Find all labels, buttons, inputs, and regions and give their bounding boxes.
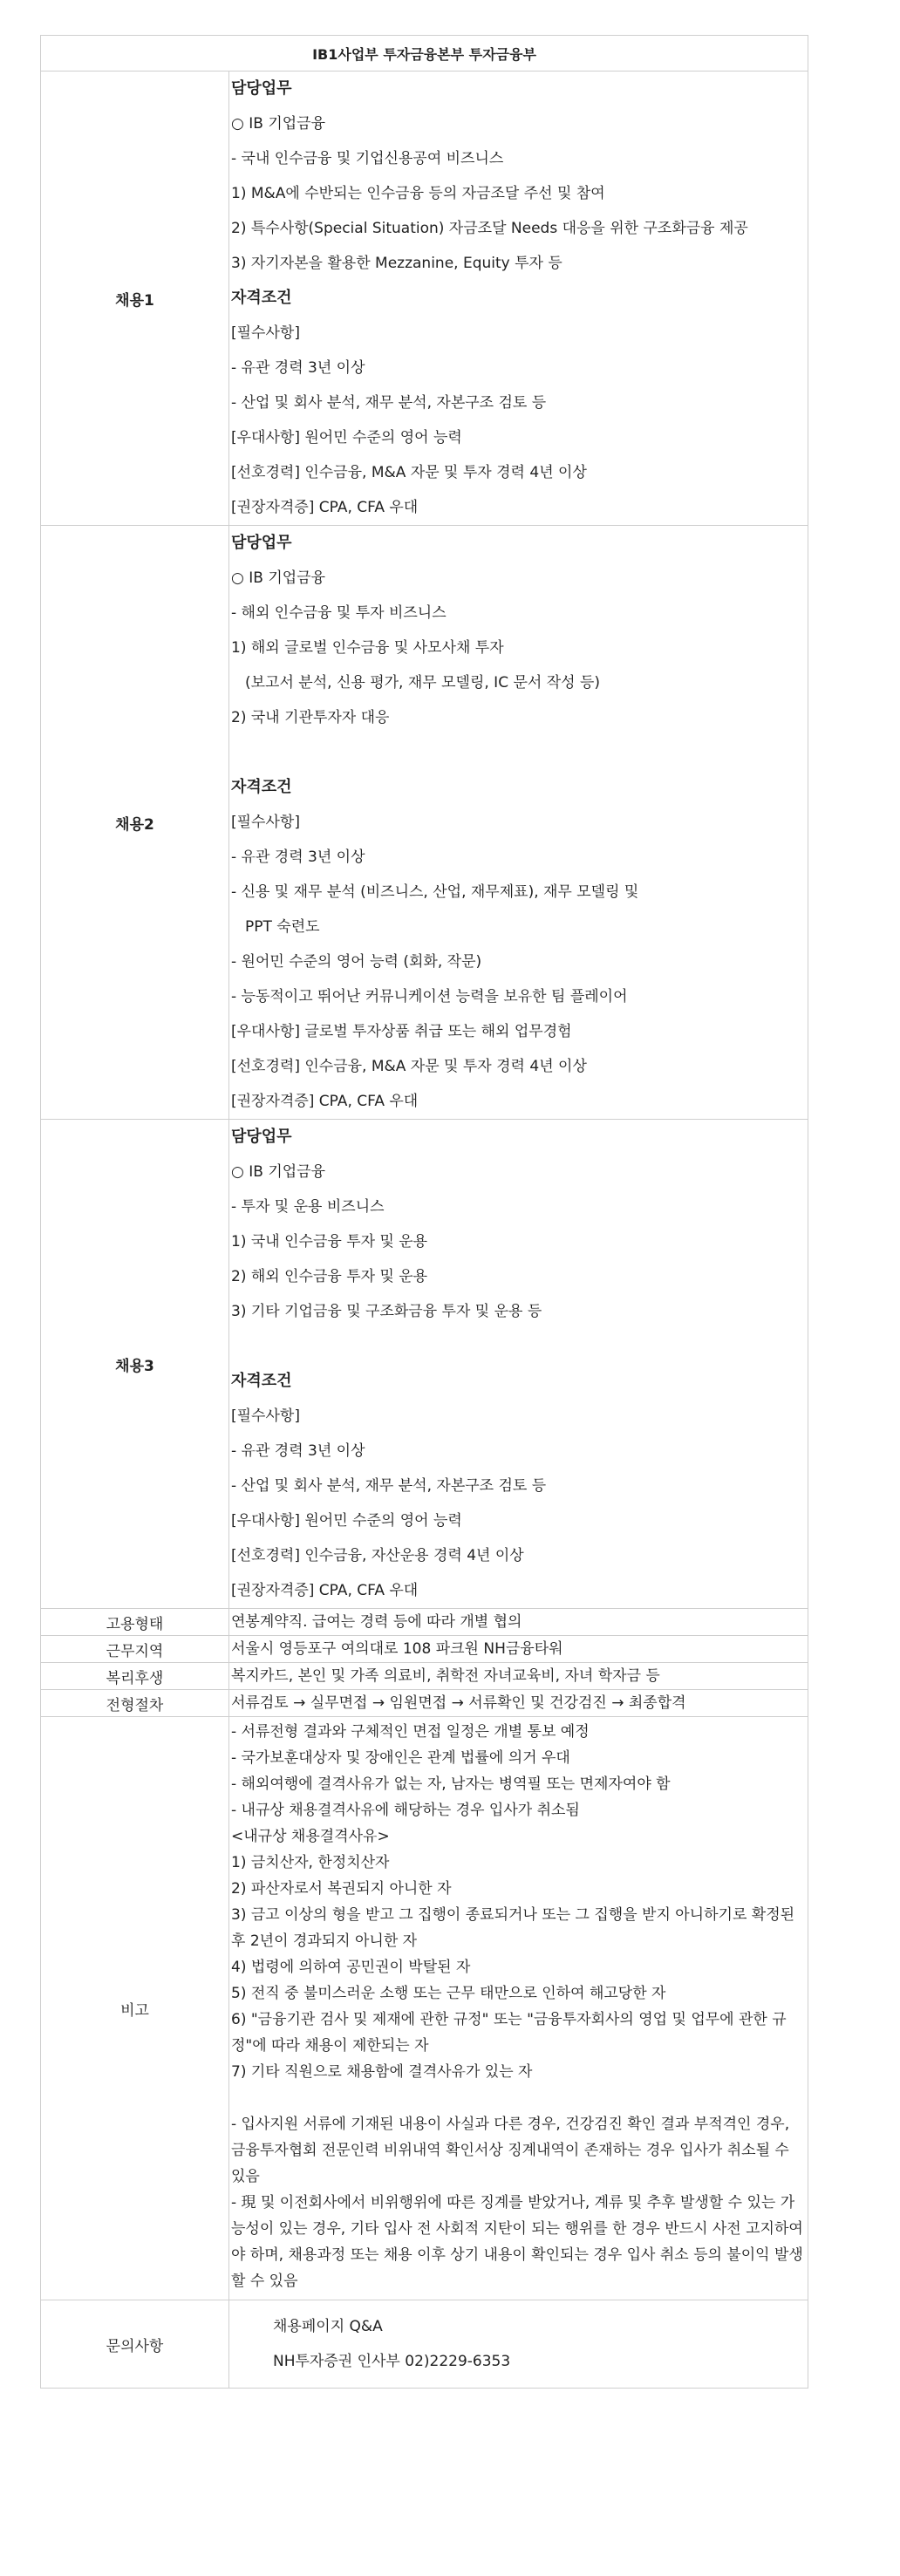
position-label: 채용2 (41, 526, 229, 1120)
position-details (229, 72, 808, 526)
detail-line: (보고서 분석, 신용 평가, 재무 모델링, IC 문서 작성 등) (245, 674, 601, 692)
section-heading: 자격조건 (231, 778, 292, 796)
position-row (41, 1120, 808, 1609)
detail-line: ○ IB 기업금융 (231, 1163, 326, 1181)
remark-line: - 現 및 이전회사에서 비위행위에 따른 징계를 받았거나, 계류 및 추후 발생할 수 있는 가능성이 있는 경우, 기타 입사 전 사회적 지탄이 되는 행위를 한 경우 반드시 사전 고지하여야 하며, 채용과정 또는 채용 이후 상기 내용이 확인되는 경우 입사 취소 등의 불이익 발생할 수 있음 (231, 2194, 803, 2290)
remark-line: 7) 기타 직원으로 채용함에 결격사유가 있는 자 (231, 2063, 533, 2081)
position-row (41, 72, 808, 526)
detail-line: [필수사항] (231, 324, 300, 342)
detail-line: 1) 국내 인수금융 투자 및 운용 (231, 1233, 428, 1251)
detail-line: - 해외 인수금융 및 투자 비즈니스 (231, 604, 447, 622)
remark-line: - 내규상 채용결격사유에 해당하는 경우 입사가 취소됨 (231, 1802, 580, 1819)
detail-line: [필수사항] (231, 1407, 300, 1425)
position-label: 채용1 (41, 72, 229, 526)
remarks-label: 비고 (41, 1717, 229, 2300)
info-row-employment (41, 1609, 808, 1636)
remarks-row (41, 1717, 808, 2300)
detail-line: [필수사항] (231, 814, 300, 831)
info-row-location (41, 1636, 808, 1663)
info-value: 연봉계약직. 급여는 경력 등에 따라 개별 협의 (229, 1609, 808, 1636)
detail-line: PPT 숙련도 (245, 918, 320, 936)
contact-label: 문의사항 (41, 2300, 229, 2389)
section-heading: 자격조건 (231, 1372, 292, 1390)
remark-line: - 국가보훈대상자 및 장애인은 관계 법률에 의거 우대 (231, 1749, 570, 1767)
remark-line: - 서류전형 결과와 구체적인 면접 일정은 개별 통보 예정 (231, 1723, 590, 1741)
remark-line: 5) 전직 중 불미스러운 소행 또는 근무 태만으로 인하여 해고당한 자 (231, 1985, 666, 2002)
remark-line (231, 2085, 806, 2111)
position-details (229, 1120, 808, 1609)
info-value: 서류검토 → 실무면접 → 임원면접 → 서류확인 및 건강검진 → 최종합격 (229, 1690, 808, 1717)
detail-line: [우대사항] 원어민 수준의 영어 능력 (231, 1512, 462, 1530)
detail-line: [선호경력] 인수금융, M&A 자문 및 투자 경력 4년 이상 (231, 1058, 587, 1075)
info-value: 복지카드, 본인 및 가족 의료비, 취학전 자녀교육비, 자녀 학자금 등 (229, 1663, 808, 1690)
remark-line: 4) 법령에 의하여 공민권이 박탈된 자 (231, 1959, 471, 1976)
remark-line: 6) "금융기관 검사 및 제재에 관한 규정" 또는 "금융투자회사의 영업 및 업무에 관한 규정"에 따라 채용이 제한되는 자 (231, 2011, 787, 2055)
position-label: 채용3 (41, 1120, 229, 1609)
section-heading: 자격조건 (231, 289, 292, 307)
detail-line: [우대사항] 글로벌 투자상품 취급 또는 해외 업무경험 (231, 1023, 572, 1040)
remark-line: - 입사지원 서류에 기재된 내용이 사실과 다른 경우, 건강검진 확인 결과 부적격인 경우, 금융투자협회 전문인력 비위내역 확인서상 징계내역이 존재하는 경우 입사가 취소될 수 있음 (231, 2116, 790, 2185)
job-posting-table (40, 35, 808, 2389)
info-row-benefits (41, 1663, 808, 1690)
contact-content (229, 2300, 808, 2389)
remarks-content (229, 1717, 808, 2300)
detail-line: - 투자 및 운용 비즈니스 (231, 1198, 385, 1216)
detail-line: 2) 특수사항(Special Situation) 자금조달 Needs 대응을 위한 구조화금융 제공 (231, 220, 748, 237)
detail-line: ○ IB 기업금융 (231, 115, 326, 133)
detail-line: 2) 해외 인수금융 투자 및 운용 (231, 1268, 428, 1285)
remark-line: 3) 금고 이상의 형을 받고 그 집행이 종료되거나 또는 그 집행을 받지 아니하기로 확정된 후 2년이 경과되지 아니한 자 (231, 1906, 795, 1950)
section-heading: 담당업무 (231, 534, 292, 552)
detail-line: 3) 자기자본을 활용한 Mezzanine, Equity 투자 등 (231, 255, 562, 272)
section-heading: 담당업무 (231, 1128, 292, 1146)
department-title: IB1사업부 투자금융본부 투자금융부 (41, 36, 808, 72)
info-label: 전형절차 (41, 1690, 229, 1717)
detail-line: - 산업 및 회사 분석, 재무 분석, 자본구조 검토 등 (231, 394, 547, 412)
position-row (41, 526, 808, 1120)
remark-line: <내규상 채용결격사유> (231, 1828, 390, 1845)
detail-line: - 능동적이고 뛰어난 커뮤니케이션 능력을 보유한 팀 플레이어 (231, 988, 628, 1005)
detail-line: - 유관 경력 3년 이상 (231, 848, 365, 866)
detail-line (229, 1329, 808, 1364)
detail-line: - 원어민 수준의 영어 능력 (회화, 작문) (231, 953, 482, 971)
detail-line: [권장자격증] CPA, CFA 우대 (231, 1582, 419, 1599)
detail-line: [선호경력] 인수금융, M&A 자문 및 투자 경력 4년 이상 (231, 464, 587, 481)
detail-line: - 유관 경력 3년 이상 (231, 359, 365, 377)
position-details (229, 526, 808, 1120)
remark-line: 2) 파산자로서 복권되지 아니한 자 (231, 1880, 452, 1898)
detail-line: - 신용 및 재무 분석 (비즈니스, 산업, 재무제표), 재무 모델링 및 (231, 883, 639, 901)
detail-line (229, 735, 808, 770)
detail-line: [권장자격증] CPA, CFA 우대 (231, 499, 419, 516)
info-row-process (41, 1690, 808, 1717)
detail-line: ○ IB 기업금융 (231, 569, 326, 587)
info-label: 근무지역 (41, 1636, 229, 1663)
remark-line: 1) 금치산자, 한정치산자 (231, 1854, 390, 1871)
contact-phone: NH투자증권 인사부 02)2229-6353 (273, 2353, 511, 2370)
detail-line: 2) 국내 기관투자자 대응 (231, 709, 390, 726)
detail-line: [우대사항] 원어민 수준의 영어 능력 (231, 429, 462, 446)
contact-qna-link[interactable]: 채용페이지 Q&A (273, 2318, 383, 2335)
detail-line: 1) M&A에 수반되는 인수금융 등의 자금조달 주선 및 참여 (231, 185, 605, 202)
info-label: 고용형태 (41, 1609, 229, 1636)
remark-line: - 해외여행에 결격사유가 없는 자, 남자는 병역필 또는 면제자여야 함 (231, 1775, 671, 1793)
detail-line: - 국내 인수금융 및 기업신용공여 비즈니스 (231, 150, 504, 167)
detail-line: 3) 기타 기업금융 및 구조화금융 투자 및 운용 등 (231, 1303, 542, 1320)
detail-line: 1) 해외 글로벌 인수금융 및 사모사채 투자 (231, 639, 504, 657)
contact-row (41, 2300, 808, 2389)
info-value: 서울시 영등포구 여의대로 108 파크원 NH금융타워 (229, 1636, 808, 1663)
section-heading: 담당업무 (231, 79, 292, 98)
detail-line: [권장자격증] CPA, CFA 우대 (231, 1093, 419, 1110)
detail-line: [선호경력] 인수금융, 자산운용 경력 4년 이상 (231, 1547, 524, 1564)
detail-line: - 유관 경력 3년 이상 (231, 1442, 365, 1460)
info-label: 복리후생 (41, 1663, 229, 1690)
detail-line: - 산업 및 회사 분석, 재무 분석, 자본구조 검토 등 (231, 1477, 547, 1495)
